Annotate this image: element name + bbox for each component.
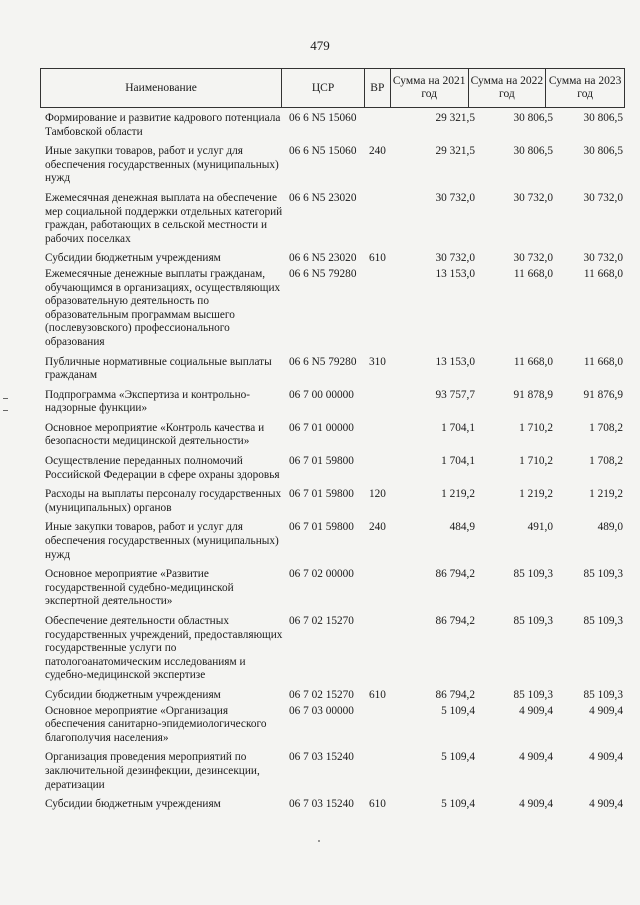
row-name: Подпрограмма «Экспертиза и контрольно-надзорные функции» (45, 388, 251, 415)
row-name: Субсидии бюджетным учреждениям (45, 252, 221, 265)
row-sum-2023: 4 909,4 (589, 704, 623, 717)
row-sum-2022: 91 878,9 (513, 388, 553, 401)
row-csr: 06 7 01 59800 (289, 521, 354, 534)
row-sum-2023: 11 668,0 (583, 267, 623, 280)
row-csr: 06 7 02 15270 (289, 615, 354, 627)
header-csr: ЦСР (282, 69, 365, 107)
row-sum-2022: 491,0 (527, 521, 553, 534)
table-row (45, 422, 627, 449)
row-vr: 310 (369, 355, 386, 368)
row-csr: 06 6 N5 23020 (289, 252, 357, 265)
row-sum-2023: 4 909,4 (589, 798, 623, 811)
row-name: Обеспечение деятельности областных государственных учреждений, предоставляющих государственные услуги по патологоанатомическим исследованиям и судебно-медицинской экспертизе (45, 615, 283, 682)
header-sum-2022: Сумма на 2022 год (469, 69, 547, 107)
row-vr (369, 389, 397, 416)
row-vr (369, 455, 397, 482)
header-name: Наименование (41, 69, 282, 107)
row-sum-2022: 4 909,4 (519, 751, 553, 764)
header-vr: ВР (365, 69, 391, 107)
row-sum-2021: 13 153,0 (435, 355, 475, 368)
row-csr: 06 6 N5 15060 (289, 145, 357, 158)
row-vr: 610 (369, 688, 386, 701)
row-sum-2021: 86 794,2 (435, 615, 475, 627)
row-sum-2022: 1 710,2 (519, 455, 553, 468)
row-sum-2022: 30 806,5 (513, 112, 553, 124)
row-sum-2023: 30 806,5 (583, 145, 623, 158)
row-sum-2021: 86 794,2 (435, 568, 475, 581)
row-vr (369, 422, 397, 449)
row-name: Основное мероприятие «Контроль качества и безопасности медицинской деятельности» (45, 421, 265, 448)
row-sum-2023: 85 109,3 (583, 568, 623, 581)
row-sum-2023: 85 109,3 (583, 688, 623, 701)
row-name: Ежемесячная денежная выплата на обеспечение мер социальной поддержки отдельных категорий граждан, работающих в сельской местности и рабочих поселках (45, 191, 283, 245)
row-sum-2021: 1 704,1 (441, 421, 475, 434)
row-vr (369, 112, 397, 139)
row-sum-2023: 489,0 (597, 521, 623, 534)
row-sum-2023: 1 708,2 (589, 455, 623, 468)
table-row (45, 268, 627, 350)
row-sum-2021: 13 153,0 (435, 267, 475, 280)
page-number: 479 (310, 38, 330, 53)
table-row (45, 615, 627, 683)
table-row (45, 568, 627, 609)
header-sum-2021: Сумма на 2021 год (391, 69, 469, 107)
row-name: Публичные нормативные социальные выплаты гражданам (45, 355, 272, 382)
table-header (40, 68, 625, 108)
row-sum-2022: 85 109,3 (513, 615, 553, 627)
row-sum-2021: 5 109,4 (441, 751, 475, 764)
row-name: Субсидии бюджетным учреждениям (45, 798, 221, 811)
row-csr: 06 7 02 15270 (289, 688, 354, 701)
row-vr (369, 568, 397, 609)
row-sum-2022: 4 909,4 (519, 798, 553, 811)
row-vr (369, 268, 397, 350)
row-name: Основное мероприятие «Организация обеспечения санитарно-эпидемиологического благополучия населения» (45, 704, 267, 744)
row-sum-2023: 1 708,2 (589, 421, 623, 434)
table-row (45, 798, 627, 812)
row-name: Расходы на выплаты персоналу государственных (муниципальных) органов (45, 488, 282, 514)
row-name: Основное мероприятие «Развитие государственной судебно-медицинской экспертной деятельности» (45, 568, 234, 608)
row-sum-2023: 4 909,4 (589, 751, 623, 764)
row-vr: 610 (369, 252, 386, 265)
table-row (45, 521, 627, 562)
row-sum-2021: 29 321,5 (435, 145, 475, 158)
row-vr (369, 751, 397, 792)
row-vr: 120 (369, 488, 386, 501)
row-sum-2021: 30 732,0 (435, 252, 475, 265)
table-row (45, 689, 627, 703)
row-name: Организация проведения мероприятий по заключительной дезинфекции, дезинсекции, дератизации (45, 751, 260, 791)
row-sum-2021: 484,9 (449, 521, 475, 534)
row-sum-2022: 1 710,2 (519, 421, 553, 434)
row-name: Осуществление переданных полномочий Российской Федерации в сфере охраны здоровья (45, 455, 280, 481)
row-sum-2022: 11 668,0 (513, 355, 553, 368)
row-sum-2023: 30 732,0 (583, 191, 623, 204)
row-csr: 06 6 N5 15060 (289, 112, 357, 124)
row-vr: 240 (369, 521, 386, 534)
table-body (45, 112, 627, 812)
row-sum-2022: 30 806,5 (513, 145, 553, 158)
row-vr (369, 615, 397, 683)
row-sum-2021: 29 321,5 (435, 112, 475, 124)
row-sum-2021: 1 219,2 (441, 488, 475, 501)
row-sum-2022: 11 668,0 (513, 267, 553, 280)
row-sum-2021: 5 109,4 (441, 798, 475, 811)
row-csr: 06 7 00 00000 (289, 388, 354, 401)
row-name: Ежемесячные денежные выплаты гражданам, обучающимся в организациях, осуществляющих образовательную деятельность по образовательным программам высшего (послевузовского) профессионального образования (45, 267, 281, 348)
header-sum-2023: Сумма на 2023 год (548, 75, 622, 100)
row-sum-2022: 1 219,2 (519, 488, 553, 501)
row-csr: 06 7 01 59800 (289, 455, 354, 468)
row-sum-2022: 30 732,0 (513, 191, 553, 204)
row-csr: 06 7 01 59800 (289, 488, 354, 501)
row-sum-2021: 1 704,1 (441, 455, 475, 468)
table-row (45, 389, 627, 416)
row-sum-2023: 91 876,9 (583, 388, 623, 401)
row-vr: 610 (369, 798, 386, 811)
row-name: Иные закупки товаров, работ и услуг для обеспечения государственных (муниципальных) нужд (45, 145, 279, 185)
row-sum-2022: 4 909,4 (519, 704, 553, 717)
row-vr (369, 705, 397, 746)
row-sum-2022: 85 109,3 (513, 688, 553, 701)
row-csr: 06 7 02 00000 (289, 568, 354, 581)
row-sum-2022: 30 732,0 (513, 252, 553, 265)
row-sum-2023: 11 668,0 (583, 355, 623, 368)
row-csr: 06 6 N5 23020 (289, 191, 357, 204)
row-sum-2023: 1 219,2 (589, 488, 623, 501)
row-sum-2022: 85 109,3 (513, 568, 553, 581)
table-row (45, 705, 627, 746)
row-sum-2021: 5 109,4 (441, 704, 475, 717)
row-csr: 06 7 01 00000 (289, 421, 354, 434)
row-csr: 06 7 03 15240 (289, 751, 354, 764)
table-row (45, 488, 627, 515)
row-csr: 06 6 N5 79280 (289, 267, 357, 280)
table-row (45, 751, 627, 792)
row-csr: 06 7 03 15240 (289, 798, 354, 811)
scan-speck (318, 840, 320, 842)
row-csr: 06 6 N5 79280 (289, 355, 357, 368)
row-name: Формирование и развитие кадрового потенциала Тамбовской области (45, 112, 281, 138)
row-sum-2023: 85 109,3 (583, 615, 623, 627)
row-sum-2021: 86 794,2 (435, 688, 475, 701)
table-row (45, 455, 627, 482)
scan-mark (3, 410, 8, 411)
row-sum-2021: 93 757,7 (435, 388, 475, 401)
table-row (45, 356, 627, 383)
row-name: Субсидии бюджетным учреждениям (45, 688, 221, 701)
row-sum-2023: 30 732,0 (583, 252, 623, 265)
table-row (45, 192, 627, 246)
table-row (45, 145, 627, 186)
row-csr: 06 7 03 00000 (289, 704, 354, 717)
row-name: Иные закупки товаров, работ и услуг для обеспечения государственных (муниципальных) нужд (45, 521, 279, 561)
table-row (45, 252, 627, 266)
table-row (45, 112, 627, 139)
row-sum-2021: 30 732,0 (435, 191, 475, 204)
row-vr (369, 192, 397, 246)
scan-mark (3, 398, 8, 399)
row-vr: 240 (369, 145, 386, 158)
row-sum-2023: 30 806,5 (583, 112, 623, 124)
